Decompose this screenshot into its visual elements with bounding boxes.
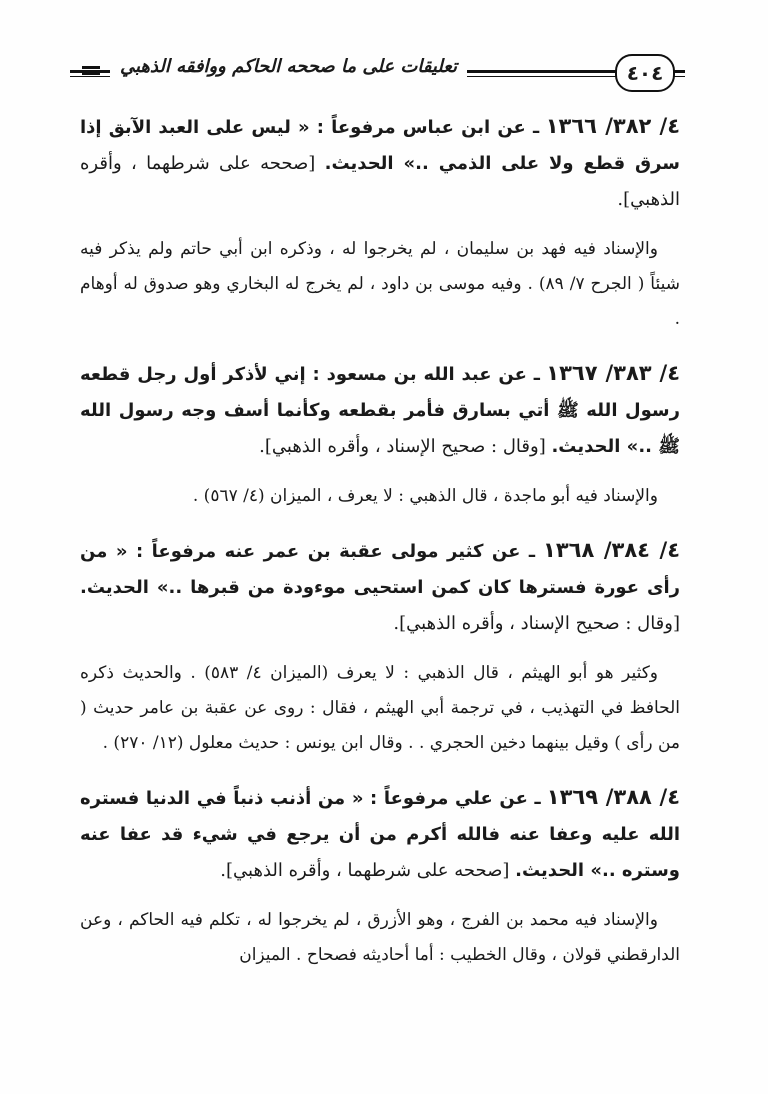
- entry-number: ٤/ ٣٨٢/ ١٣٦٦: [545, 114, 681, 138]
- entry-text: [80, 355, 680, 465]
- running-title: تعليقات على ما صححه الحاكم ووافقه الذهبي: [110, 56, 467, 77]
- header-marker-icon: [82, 66, 100, 78]
- entry-head: ـ عن عبد الله بن مسعود : إني لأذكر أول رجل قطعه رسول الله ﷺ أتي بسارق فأمر بقطعه وكأنما أسف وجه رسول الله ﷺ ..» الحديث.: [80, 364, 680, 457]
- entry-head: ـ عن ابن عباس مرفوعاً : « ليس على العبد الآبق إذا سرق قطع ولا على الذمي ..» الحديث.: [80, 117, 681, 174]
- page-header: [70, 50, 685, 100]
- entry-head: ـ عن كثير مولى عقبة بن عمر عنه مرفوعاً : « من رأى عورة فسترها كان كمن استحيى موءودة من قبرها ..» الحديث.: [80, 541, 680, 598]
- entry-note: والإسناد فيه محمد بن الفرج ، وهو الأزرق ، لم يخرجوا له ، تكلم فيه الحاكم ، وعن الدارقطني قولان ، وقال الخطيب : أما أحاديثه فصحاح . الميزان: [80, 910, 680, 965]
- page-number: ٤٠٤: [615, 54, 675, 92]
- entry-verdict: [صححه على شرطهما ، وأقره الذهبي].: [80, 153, 680, 210]
- entry: [80, 355, 680, 514]
- entry-text: [80, 108, 680, 218]
- page-body: [80, 108, 680, 991]
- entry-number: ٤/ ٣٨٨/ ١٣٦٩: [546, 785, 681, 809]
- entry: [80, 532, 680, 761]
- entry-text: [80, 532, 680, 642]
- entry-note: والإسناد فيه فهد بن سليمان ، لم يخرجوا له ، وذكره ابن أبي حاتم ولم يذكر فيه شيئاً ( الجرح ٧/ ٨٩) . وفيه موسى بن داود ، لم يخرج له البخاري وهو صدوق له أوهام .: [80, 239, 680, 329]
- entry-verdict: [وقال : صحيح الإسناد ، وأقره الذهبي].: [259, 436, 546, 457]
- entry-note: وكثير هو أبو الهيثم ، قال الذهبي : لا يعرف (الميزان ٤/ ٥٨٣) . والحديث ذكره الحافظ في التهذيب ، في ترجمة أبي الهيثم ، فقال : روى عن عقبة بن عامر حديث ( من رأى ) وقيل بينهما دخين الحجري . . وقال ابن يونس : حديث معلول (١٢/ ٢٧٠) .: [80, 663, 680, 753]
- entry-verdict: [صححه على شرطهما ، وأقره الذهبي].: [220, 860, 510, 881]
- entry-head: ـ عن علي مرفوعاً : « من أذنب ذنباً في الدنيا فستره الله عليه وعفا عنه فالله أكرم من أن يرجع في شيء قد عفا عنه وستره ..» الحديث.: [80, 788, 680, 881]
- entry-note: والإسناد فيه أبو ماجدة ، قال الذهبي : لا يعرف ، الميزان (٤/ ٥٦٧) .: [192, 486, 658, 506]
- entry: [80, 779, 680, 973]
- entry-verdict: [وقال : صحيح الإسناد ، وأقره الذهبي].: [393, 613, 680, 634]
- entry-number: ٤/ ٣٨٣/ ١٣٦٧: [546, 361, 681, 385]
- entry-text: [80, 779, 680, 889]
- entry: [80, 108, 680, 337]
- entry-number: ٤/ ٣٨٤/ ١٣٦٨: [543, 538, 681, 562]
